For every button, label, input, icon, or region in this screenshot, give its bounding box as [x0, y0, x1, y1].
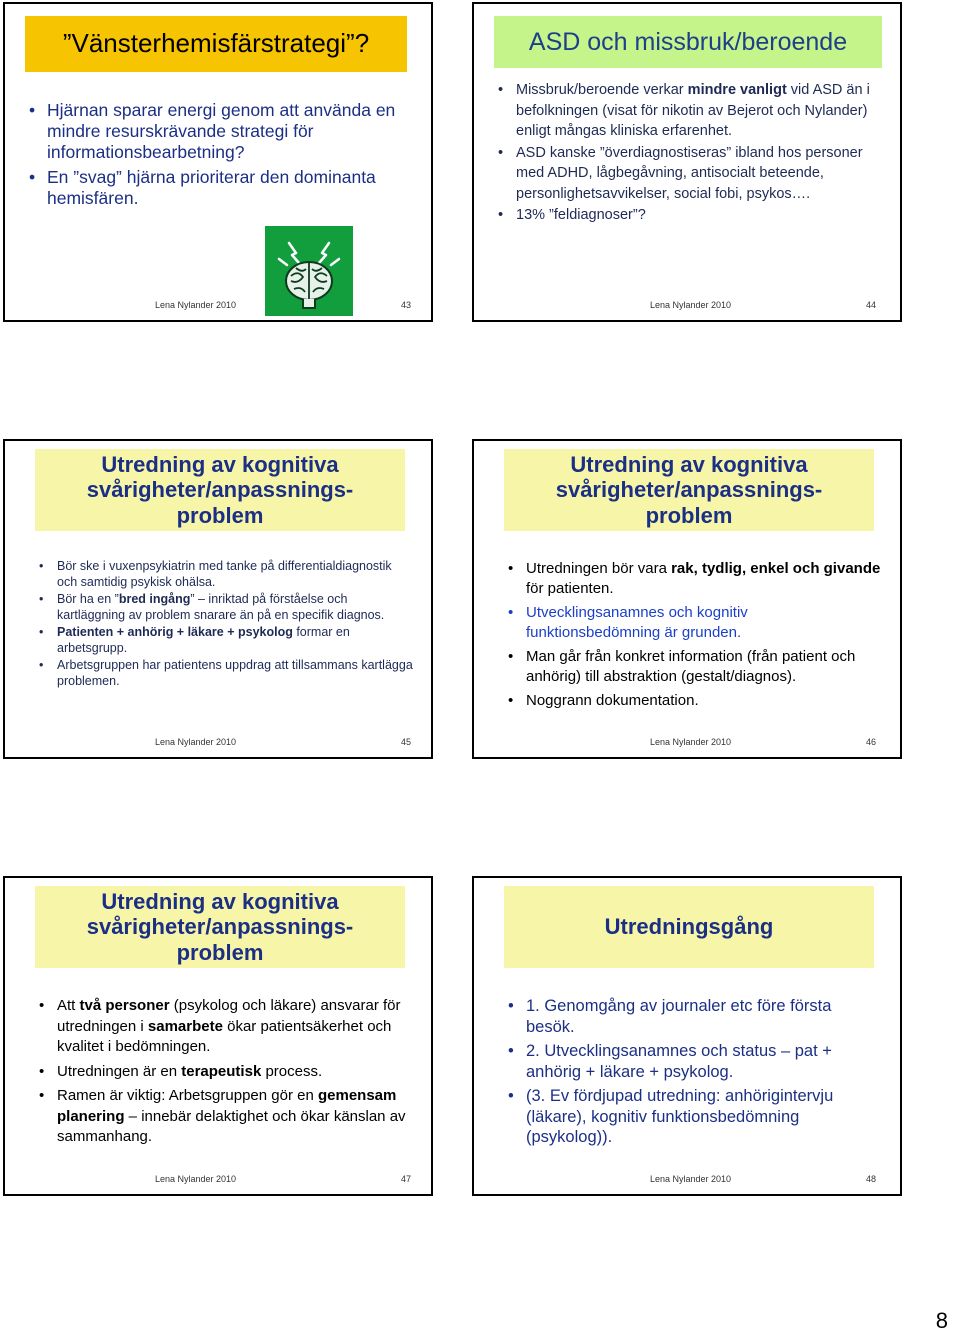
- slide-title: ”Vänsterhemisfärstrategi”?: [25, 16, 407, 72]
- slide-title: [504, 449, 874, 531]
- bullet-bold-text: två personer: [79, 997, 170, 1014]
- bullet-item: [504, 691, 884, 711]
- bullet-text: Utredningen är en: [57, 1062, 182, 1080]
- slide-title: [35, 886, 405, 968]
- brain-lightning-icon: [265, 226, 353, 316]
- slide-number: 45: [400, 737, 411, 747]
- footer-author: Lena Nylander 2010: [155, 300, 237, 310]
- slide-number: 46: [865, 737, 876, 747]
- title-line: Utredning av kognitiva: [101, 452, 339, 478]
- footer-author: Lena Nylander 2010: [650, 300, 732, 310]
- slide-47: [3, 876, 433, 1196]
- bullet-item: • En ”svag” hjärna prioriterar den dominanta hemisfären.: [25, 167, 415, 209]
- slide-46: [472, 439, 902, 759]
- slide-title: [35, 449, 405, 531]
- bullet-text: ASD kanske ”överdiagnostiseras” ibland hos personer med ADHD, lågbegåvning, antisocialt beteende, personlighetsavvikelser, social fobi, psykos….: [516, 144, 863, 202]
- title-line: Utredning av kognitiva: [570, 452, 808, 478]
- bullet-item: [35, 658, 415, 689]
- bullet-item: • Hjärnan sparar energi genom att använda en mindre resurskrävande strategi för informationsbearbetning?: [25, 100, 415, 163]
- bullet-bold-text: rak, tydlig, enkel och givande: [671, 560, 881, 577]
- bullet-list: [504, 559, 884, 715]
- slide-43: [3, 2, 433, 322]
- slide-48: [472, 876, 902, 1196]
- bullet-item: • 1. Genomgång av journaler etc före första besök.: [504, 996, 884, 1037]
- bullet-bold-text: samarbete: [147, 1017, 223, 1035]
- bullet-item: [35, 625, 415, 656]
- bullet-text: vid ASD än i befolkningen (visat för nikotin av Bejerot och Nylander) enligt mångas kliniska erfarenhet.: [516, 82, 870, 139]
- slide-number: 43: [400, 300, 411, 310]
- bullet-text: Bör ha en ”: [57, 592, 119, 606]
- slide-44: [472, 2, 902, 322]
- bullet-bold-text: gemensam planering: [57, 1087, 397, 1125]
- bullet-item: [494, 205, 884, 226]
- footer-author: Lena Nylander 2010: [155, 1174, 237, 1184]
- bullet-bold-text: Patienten + anhörig + läkare + psykolog: [57, 625, 293, 639]
- bullet-list: [25, 100, 415, 213]
- title-line: problem: [176, 502, 264, 528]
- bullet-list: [494, 80, 884, 227]
- title-line: problem: [176, 939, 264, 965]
- bullet-item: [504, 647, 884, 687]
- bullet-text: Arbetsgruppen har patientens uppdrag att tillsammans kartlägga problemen.: [57, 658, 413, 688]
- bullet-text: Noggrann dokumentation.: [526, 692, 699, 709]
- bullet-item: • 2. Utvecklingsanamnes och status – pat + anhörig + läkare + psykolog.: [504, 1041, 884, 1082]
- bullet-text: Utvecklingsanamnes och kognitiv funktionsbedömning är grunden.: [526, 604, 748, 641]
- bullet-item: [504, 603, 884, 643]
- bullet-item: [35, 1086, 415, 1148]
- bullet-list: [35, 559, 415, 691]
- title-line: problem: [645, 502, 733, 528]
- slide-title: Utredningsgång: [504, 886, 874, 968]
- bullet-bold-text: terapeutisk: [181, 1062, 262, 1080]
- title-line: svårigheter/anpassnings-: [86, 477, 354, 503]
- bullet-bold-text: mindre vanligt: [687, 82, 787, 98]
- bullet-text: formar en arbetsgrupp.: [57, 625, 350, 655]
- slide-number: 48: [865, 1174, 876, 1184]
- page-number: 8: [935, 1308, 948, 1333]
- bullet-bold-text: bred ingång: [118, 592, 191, 606]
- bullet-item: [35, 559, 415, 590]
- bullet-text: (psykolog och läkare) ansvarar för utredningen i: [57, 997, 401, 1035]
- bullet-text: Ramen är viktig: Arbetsgruppen gör en: [57, 1087, 318, 1104]
- title-line: svårigheter/anpassnings-: [555, 477, 823, 503]
- bullet-text: 13% ”feldiagnoser”?: [516, 207, 646, 223]
- bullet-text: Man går från konkret information (från patient och anhörig) till abstraktion (gestalt/diagnos).: [526, 648, 856, 685]
- bullet-text: Missbruk/beroende verkar: [516, 82, 688, 98]
- bullet-item: [35, 996, 415, 1058]
- bullet-item: [504, 559, 884, 599]
- title-line: svårigheter/anpassnings-: [86, 914, 354, 940]
- bullet-list: [504, 996, 884, 1152]
- bullet-text: Utredningen bör vara: [526, 560, 672, 577]
- bullet-text: process.: [261, 1062, 323, 1080]
- bullet-text: ökar patientsäkerhet och kvalitet i bedömningen.: [57, 1017, 392, 1055]
- title-line: Utredning av kognitiva: [101, 889, 339, 915]
- brain-svg: [265, 226, 353, 316]
- bullet-text: för patienten.: [526, 580, 614, 597]
- bullet-text: ” – inriktad på förståelse och kartläggning av problem snarare än på en specifik diagnos.: [57, 592, 385, 622]
- bullet-item: [35, 592, 415, 623]
- slide-number: 44: [865, 300, 876, 310]
- bullet-item: [494, 80, 884, 142]
- bullet-text: Bör ske i vuxenpsykiatrin med tanke på differentialdiagnostik och samtidig psykisk ohälsa.: [57, 559, 392, 589]
- slide-number: 47: [400, 1174, 411, 1184]
- slide-45: [3, 439, 433, 759]
- slide-title: ASD och missbruk/beroende: [494, 16, 882, 68]
- bullet-text: Att: [57, 997, 80, 1014]
- footer-author: Lena Nylander 2010: [650, 737, 732, 747]
- bullet-text: – innebär delaktighet och ökar känslan av sammanhang.: [57, 1107, 406, 1145]
- bullet-item: • (3. Ev fördjupad utredning: anhörigintervju (läkare), kognitiv funktionsbedömning (psykolog)).: [504, 1086, 884, 1148]
- bullet-list: [35, 996, 415, 1152]
- footer-author: Lena Nylander 2010: [155, 737, 237, 747]
- bullet-item: [494, 143, 884, 205]
- footer-author: Lena Nylander 2010: [650, 1174, 732, 1184]
- bullet-item: [35, 1062, 415, 1083]
